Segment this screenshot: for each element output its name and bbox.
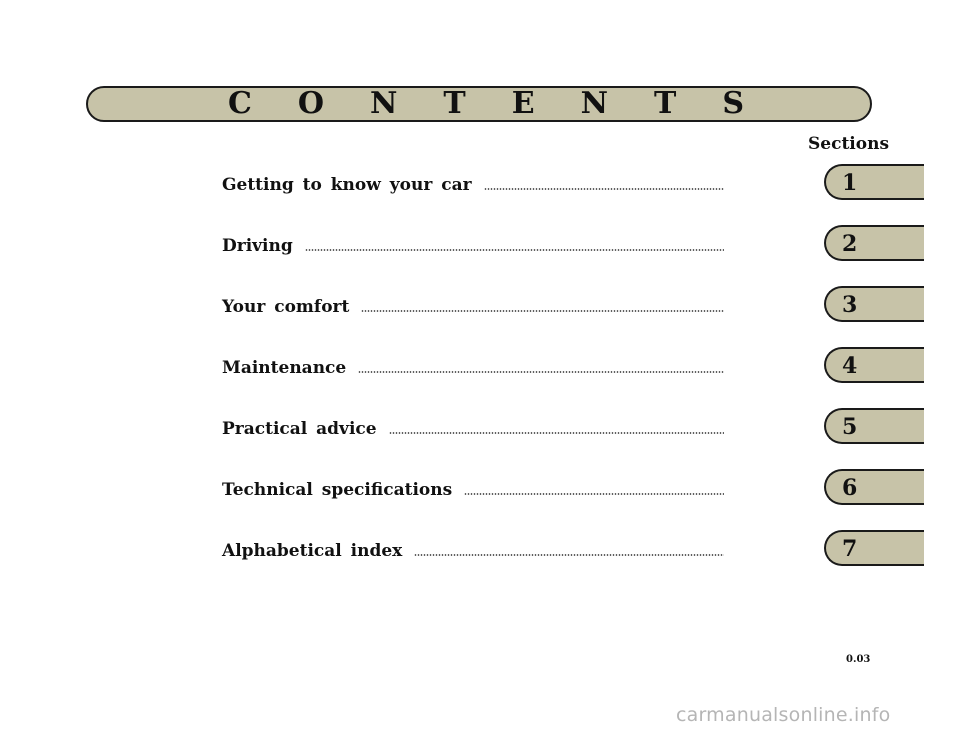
toc-entry-practical-advice[interactable] bbox=[222, 416, 724, 440]
section-tab-number: 2 bbox=[842, 231, 858, 257]
section-tab-number: 7 bbox=[842, 536, 858, 562]
page-title: CONTENTS bbox=[228, 86, 791, 121]
contents-header-bar bbox=[86, 86, 872, 122]
section-tab-3[interactable] bbox=[824, 286, 924, 322]
toc-entry-label: Driving bbox=[222, 236, 293, 256]
section-tab-number: 6 bbox=[842, 475, 858, 501]
toc-entry-label: Practical advice bbox=[222, 419, 377, 439]
section-tab-5[interactable] bbox=[824, 408, 924, 444]
dot-leader bbox=[305, 249, 724, 251]
dot-leader bbox=[389, 432, 724, 434]
toc-entry-alphabetical-index[interactable] bbox=[222, 538, 724, 562]
dot-leader bbox=[484, 188, 724, 190]
watermark: carmanualsonline.info bbox=[676, 704, 891, 726]
toc-entry-driving[interactable] bbox=[222, 233, 724, 257]
section-tab-number: 4 bbox=[842, 353, 858, 379]
page-number: 0.03 bbox=[846, 654, 871, 665]
toc-entry-label: Your comfort bbox=[222, 297, 350, 317]
section-tab-number: 3 bbox=[842, 292, 858, 318]
section-tab-7[interactable] bbox=[824, 530, 924, 566]
section-tab-number: 5 bbox=[842, 414, 858, 440]
toc-entry-getting-to-know[interactable] bbox=[222, 172, 724, 196]
section-tab-4[interactable] bbox=[824, 347, 924, 383]
dot-leader bbox=[464, 493, 724, 495]
dot-leader bbox=[358, 371, 724, 373]
dot-leader bbox=[414, 554, 724, 556]
toc-entry-maintenance[interactable] bbox=[222, 355, 724, 379]
section-tab-number: 1 bbox=[842, 170, 858, 196]
toc-entry-label: Technical specifications bbox=[222, 480, 453, 500]
toc-entry-label: Maintenance bbox=[222, 358, 347, 378]
toc-entry-label: Alphabetical index bbox=[222, 541, 403, 561]
toc-entry-your-comfort[interactable] bbox=[222, 294, 724, 318]
section-tab-6[interactable] bbox=[824, 469, 924, 505]
toc-entry-technical-specifications[interactable] bbox=[222, 477, 724, 501]
toc-entry-label: Getting to know your car bbox=[222, 175, 472, 195]
sections-heading: Sections bbox=[808, 134, 890, 154]
section-tab-2[interactable] bbox=[824, 225, 924, 261]
section-tab-1[interactable] bbox=[824, 164, 924, 200]
dot-leader bbox=[361, 310, 724, 312]
